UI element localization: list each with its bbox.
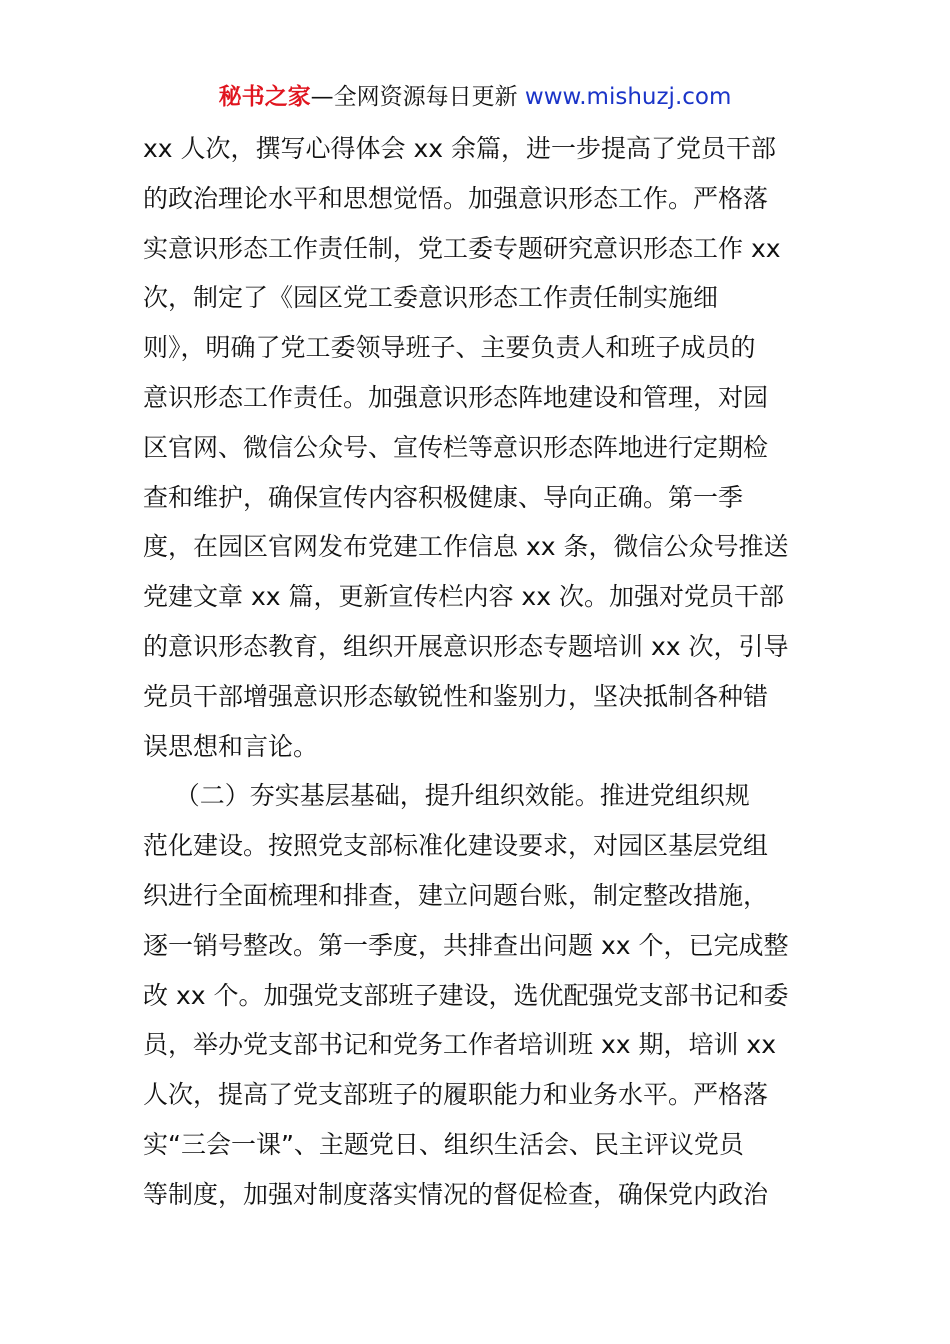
text-line: 区官网、微信公众号、宣传栏等意识形态阵地进行定期检 [143, 432, 769, 462]
text-line: xx 人次，撰写心得体会 xx 余篇，进一步提高了党员干部 [143, 134, 777, 163]
text-line: 次，制定了《园区党工委意识形态工作责任制实施细 [143, 283, 719, 313]
text-line: 的意识形态教育，组织开展意识形态专题培训 xx 次，引导 [143, 631, 789, 661]
text-line: 度，在园区官网发布党建工作信息 xx 条，微信公众号推送 [143, 532, 789, 562]
text-line: 范化建设。按照党支部标准化建设要求，对园区基层党组 [143, 831, 769, 861]
text-line: 等制度，加强对制度落实情况的督促检查，确保党内政治 [143, 1179, 769, 1209]
text-line: 党员干部增强意识形态敏锐性和鉴别力，坚决抵制各种错 [143, 681, 769, 711]
brand-name: 秘书之家 [218, 84, 311, 110]
text-line: 实意识形态工作责任制，党工委专题研究意识形态工作 xx [143, 233, 781, 263]
site-header [0, 80, 950, 114]
text-line: 误思想和言论。 [143, 731, 319, 761]
text-line: 员，举办党支部书记和党务工作者培训班 xx 期，培训 xx [143, 1030, 777, 1060]
text-line: 改 xx 个。加强党支部班子建设，选优配强党支部书记和委 [143, 980, 789, 1010]
text-line: 党建文章 xx 篇，更新宣传栏内容 xx 次。加强对党员干部 [143, 582, 784, 612]
text-line: （二）夯实基层基础，提升组织效能。推进党组织规 [143, 781, 750, 811]
text-line: 织进行全面梳理和排查，建立问题台账，制定整改措施， [143, 880, 769, 910]
document-body [143, 124, 813, 1220]
text-line: 实“三会一课”、主题党日、组织生活会、民主评议党员 [143, 1129, 744, 1159]
text-line: 逐一销号整改。第一季度，共排查出问题 xx 个，已完成整 [143, 930, 789, 960]
text-line: 人次，提高了党支部班子的履职能力和业务水平。严格落 [143, 1080, 769, 1110]
text-line: 则》，明确了党工委领导班子、主要负责人和班子成员的 [143, 333, 756, 363]
text-line: 意识形态工作责任。加强意识形态阵地建设和管理，对园 [143, 382, 769, 412]
site-url-link[interactable]: www.mishuzj.com [524, 84, 732, 110]
header-tagline: —全网资源每日更新 [310, 84, 518, 110]
text-line: 查和维护，确保宣传内容积极健康、导向正确。第一季 [143, 482, 744, 512]
text-line: 的政治理论水平和思想觉悟。加强意识形态工作。严格落 [143, 183, 769, 213]
